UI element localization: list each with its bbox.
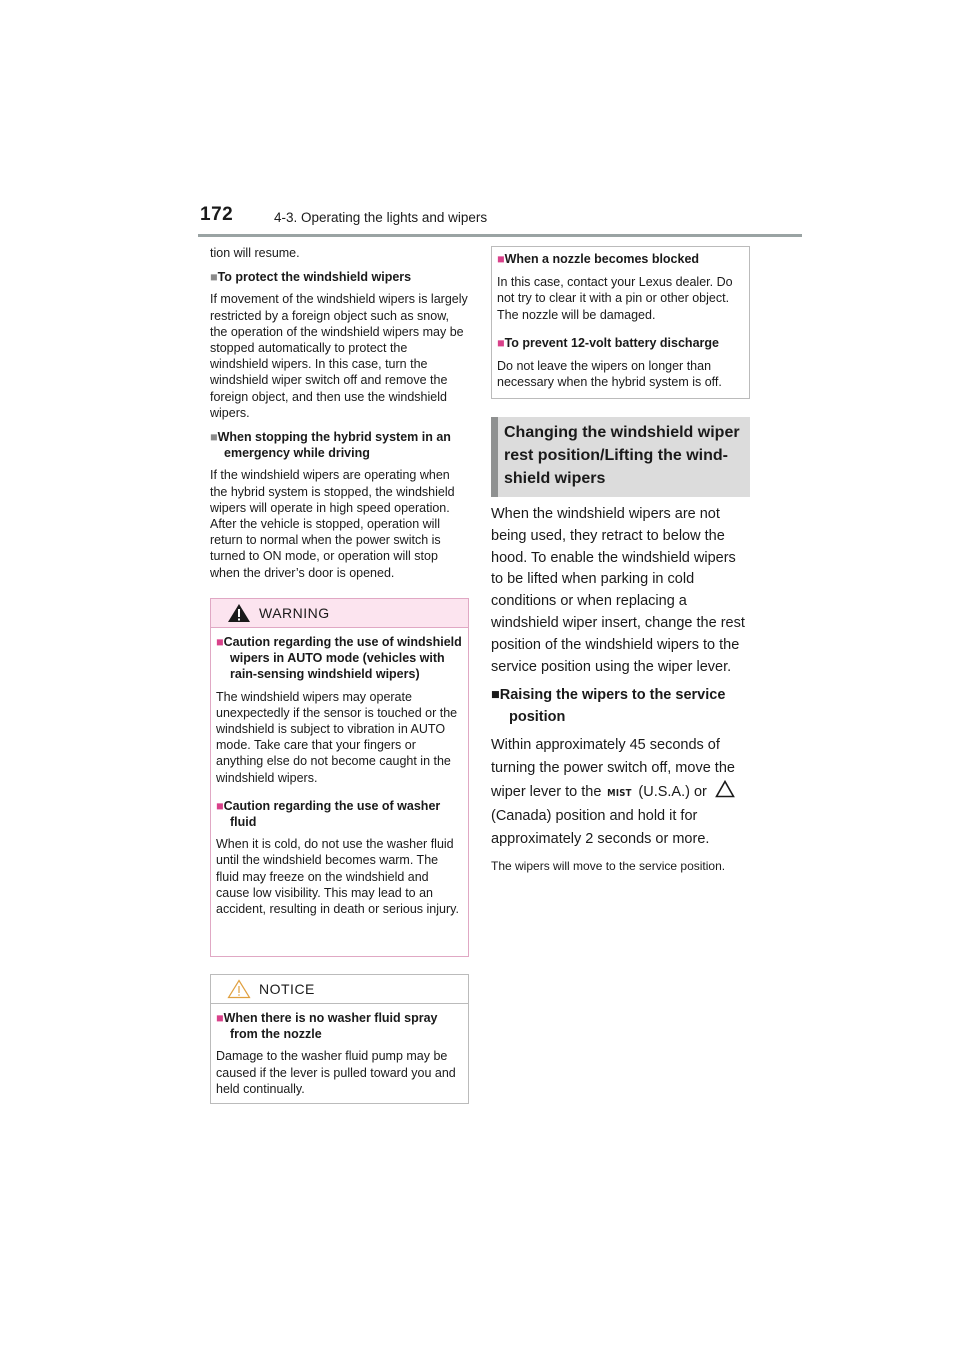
- page-header: [198, 204, 802, 237]
- warning-header: [211, 599, 468, 628]
- warning-item2-body: When it is cold, do not use the washer fluid until the windshield becomes warm. The fluid may freeze on the windshield and cause low visibility. This may lead to an accident, resulting in death or serious injury.: [216, 837, 459, 917]
- raise-heading: ■Raising the wipers to the service position: [491, 687, 726, 726]
- bullet-square-icon: ■: [216, 798, 224, 813]
- bullet-square-icon: ■: [210, 430, 218, 445]
- bullet-square-icon: ■: [497, 335, 505, 350]
- notice-body: [211, 1004, 468, 1097]
- bullet-square-icon: ■: [216, 1011, 224, 1025]
- section-heading-line2: rest position/Lifting the wind-: [504, 447, 728, 464]
- notice-item1-body: Damage to the washer fluid pump may be caused if the lever is pulled toward you and held continually.: [216, 1049, 456, 1096]
- warning-triangle-icon: [227, 603, 251, 623]
- section-heading-line3: shield wipers: [504, 470, 606, 487]
- mist-icon: MIST: [607, 788, 633, 800]
- triangle-outline-icon: [715, 780, 735, 798]
- battery-heading: ■To prevent 12-volt battery discharge: [497, 335, 719, 350]
- warning-body: [211, 628, 468, 917]
- info-body: [492, 247, 749, 390]
- section-heading-line1: Changing the windshield wiper: [504, 424, 740, 441]
- stopping-heading: ■When stopping the hybrid system in an emergency while driving: [210, 430, 451, 461]
- warning-label: WARNING: [259, 605, 330, 621]
- intro-tail: tion will resume.: [210, 246, 300, 260]
- bullet-square-icon: ■: [216, 635, 224, 649]
- right-body: [491, 504, 750, 876]
- left-column: [210, 245, 468, 581]
- notice-header: [211, 975, 468, 1004]
- warning-item2-heading: ■Caution regarding the use of washer fluid: [216, 798, 441, 830]
- service-position-intro: When the windshield wipers are not being used, they retract to below the hood. To enable the windshield wipers to be lifted when parking in cold conditions or when replacing a windshield wiper insert, change the rest position of the windshield wipers to the service position using the wiper lever.: [491, 506, 745, 675]
- notice-item1-heading: ■When there is no washer fluid spray from the nozzle: [216, 1011, 438, 1042]
- service-note: The wipers will move to the service position.: [491, 859, 726, 874]
- protect-heading: ■To protect the windshield wipers: [210, 270, 412, 285]
- raise-body: Within approximately 45 seconds of turning the power switch off, move the wiper lever to the MIST (U.S.A.) or (Canada) position and hold it for approximately 2 seconds or more.: [491, 737, 735, 848]
- nozzle-body: In this case, contact your Lexus dealer. Do not try to clear it with a pin or other object. The nozzle will be damaged.: [497, 275, 733, 322]
- page-number: 172: [200, 204, 234, 225]
- bullet-square-icon: ■: [491, 687, 500, 704]
- section-heading: [491, 417, 750, 497]
- warning-item1-heading: ■Caution regarding the use of windshield wipers in AUTO mode (vehicles with rain-sensing windshield wipers): [216, 635, 462, 682]
- info-box: [491, 246, 750, 399]
- notice-label: NOTICE: [259, 981, 315, 997]
- section-title: 4-3. Operating the lights and wipers: [274, 210, 488, 225]
- notice-box: [210, 974, 469, 1104]
- bullet-square-icon: ■: [210, 270, 218, 285]
- notice-triangle-icon: [227, 979, 251, 999]
- warning-item1-body: The windshield wipers may operate unexpectedly if the sensor is touched or the windshield is subject to vibration in AUTO mode. Take care that your fingers or anything else do not become caught in the windshield wipers.: [216, 689, 458, 785]
- battery-body: Do not leave the wipers on longer than necessary when the hybrid system is off.: [497, 359, 722, 390]
- protect-body: If movement of the windshield wipers is largely restricted by a foreign object such as snow, the operation of the windshield wipers may be stopped automatically to protect the windshield wipers. In this case, turn the windshield wiper switch off and remove the foreign object, and then use the windshield wipers.: [210, 292, 468, 420]
- bullet-square-icon: ■: [497, 252, 505, 266]
- nozzle-heading: ■When a nozzle becomes blocked: [497, 252, 700, 266]
- stopping-body: If the windshield wipers are operating when the hybrid system is stopped, the windshield wipers will operate in high speed operation. After the vehicle is stopped, operation will return to normal when the power switch is turned to ON mode, or operation will stop when the driver’s door is opened.: [210, 468, 455, 580]
- warning-box: [210, 598, 469, 957]
